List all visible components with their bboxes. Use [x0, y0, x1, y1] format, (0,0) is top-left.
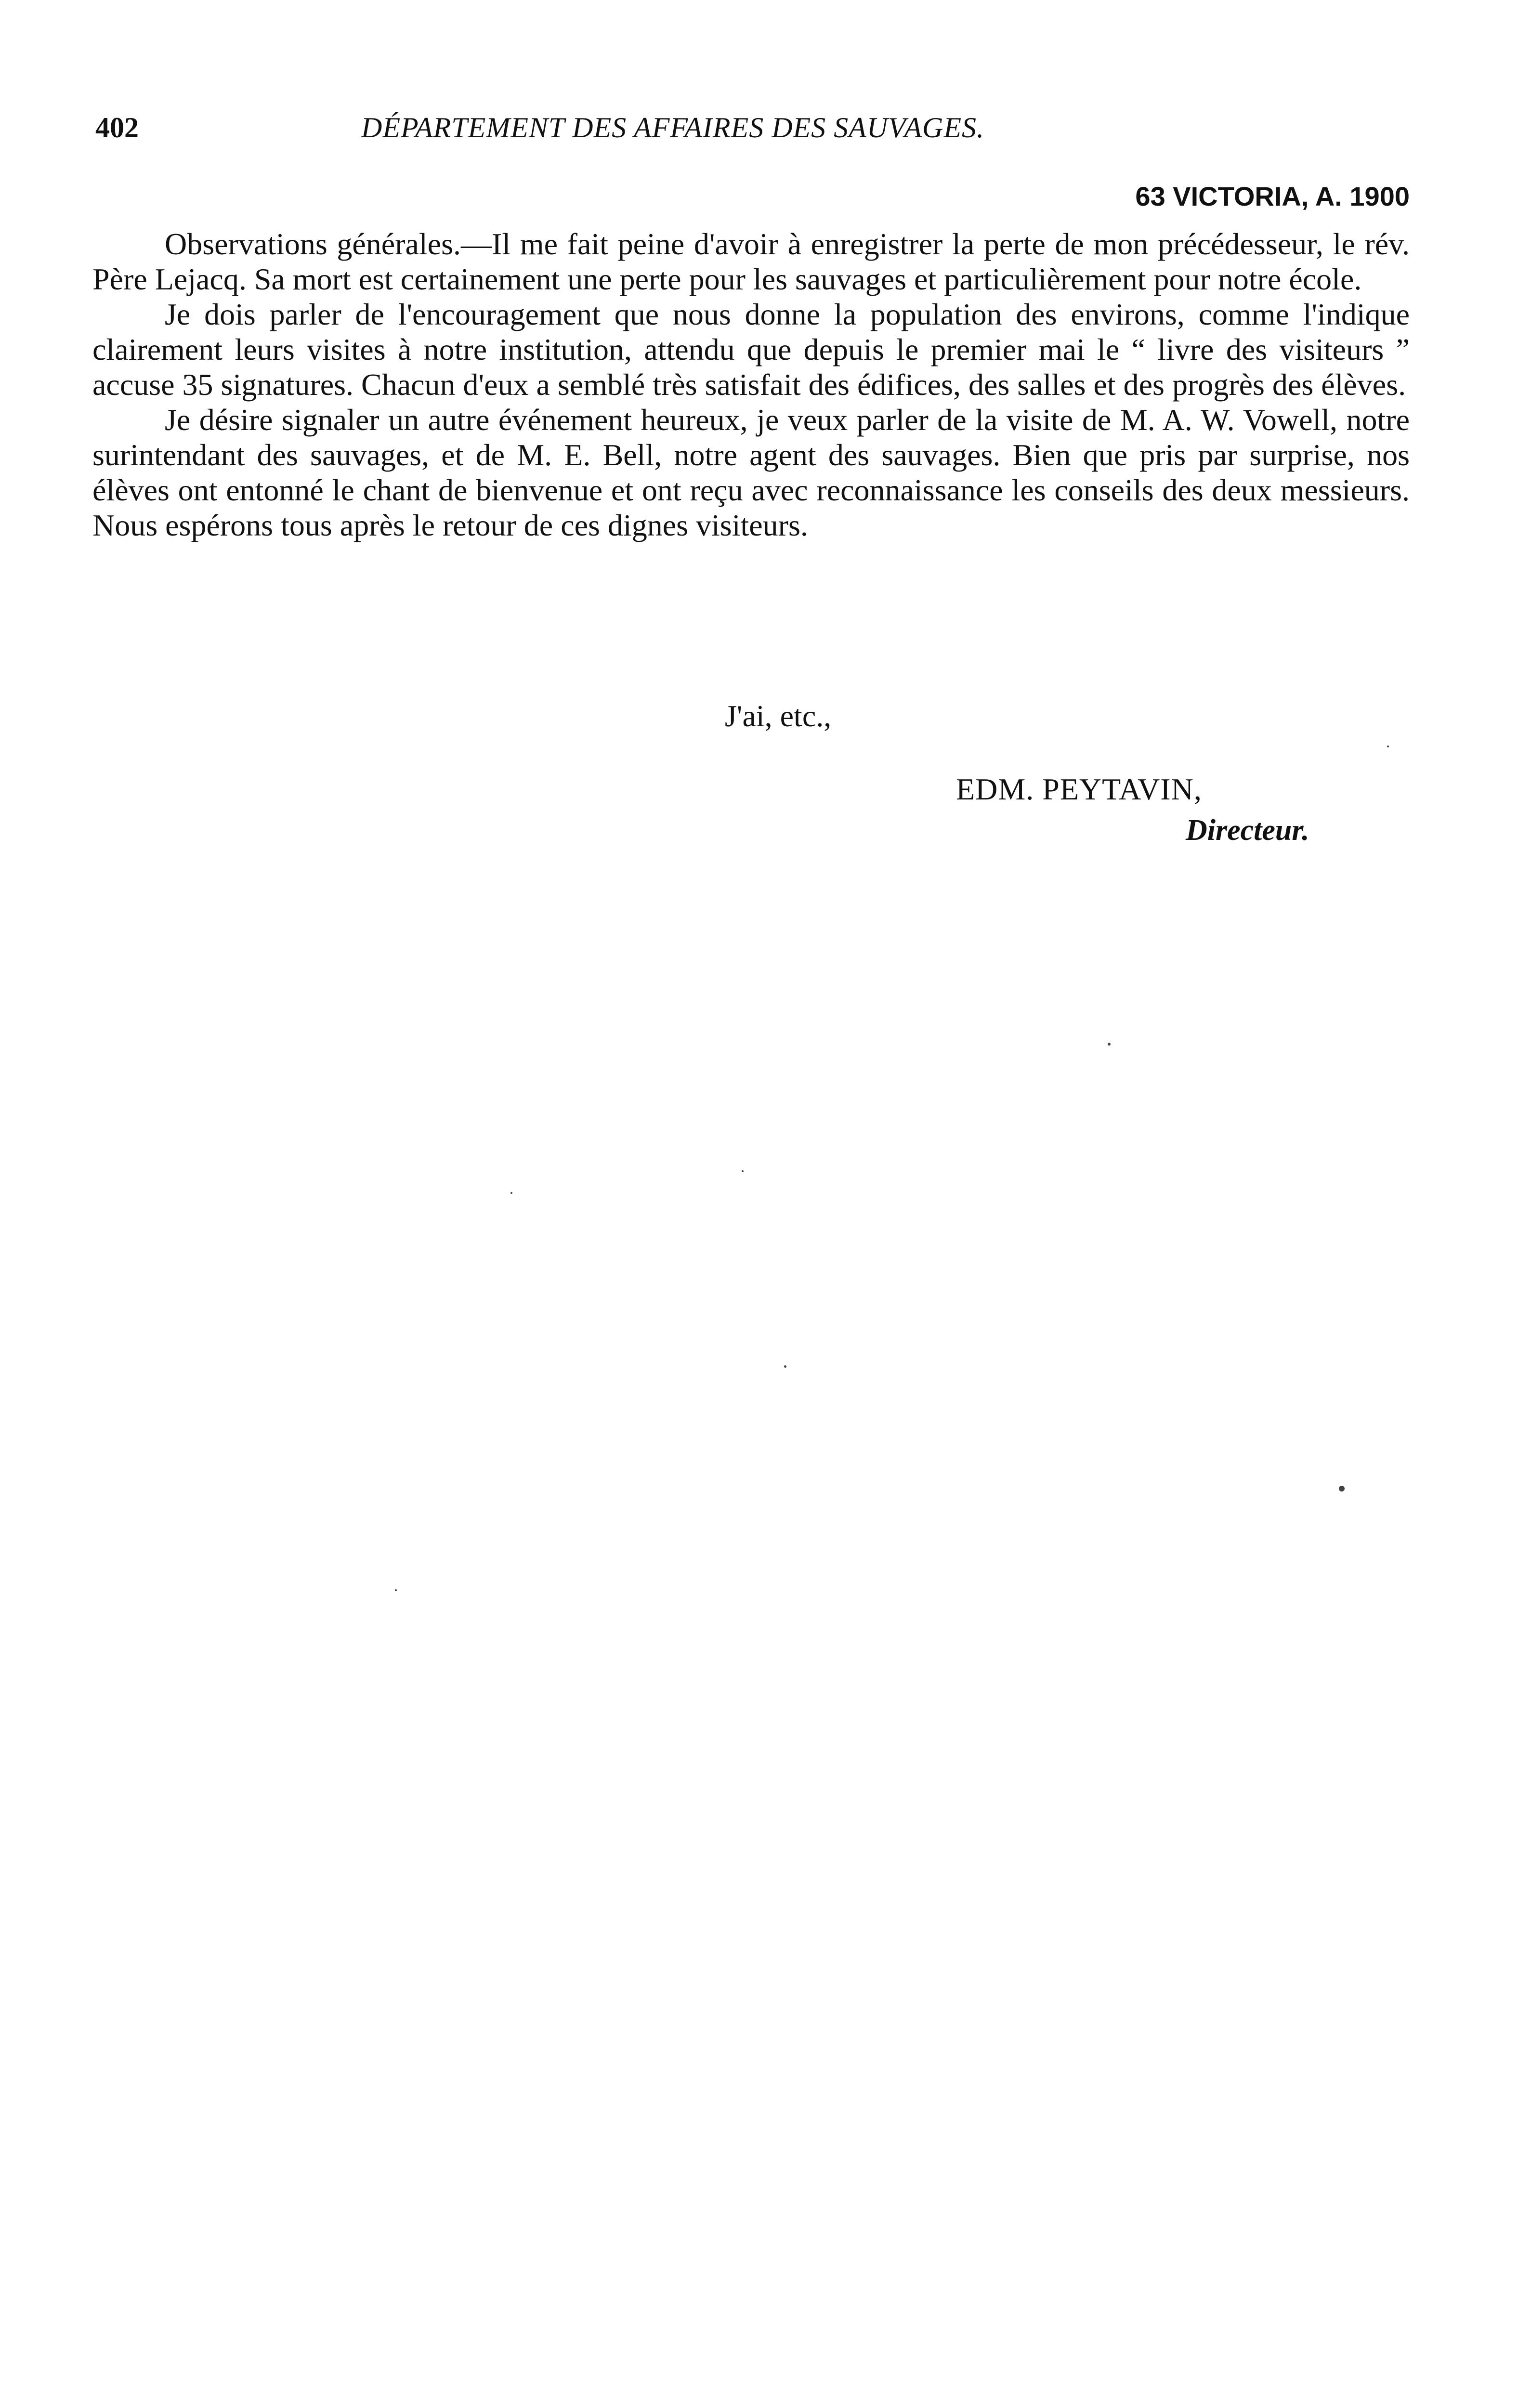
running-head: DÉPARTEMENT DES AFFAIRES DES SAUVAGES.: [361, 112, 984, 144]
scan-speck: [395, 1589, 397, 1591]
closing-salutation: J'ai, etc.,: [725, 699, 832, 733]
paragraph-encouragement: Je dois parler de l'encouragement que nous donne la population des environs, comme l'indique clairement leurs visites à notre institution, attendu que depuis le premier mai le “ livre des visiteurs ” accuse 35 signatures. Chacun d'eux a semblé très satisfait des édifices, des salles et des progrès des élèves.: [92, 297, 1410, 402]
scan-speck: [1339, 1486, 1345, 1492]
scan-speck: [510, 1192, 512, 1194]
scan-speck: [1108, 1043, 1111, 1046]
session-tag: 63 VICTORIA, A. 1900: [1135, 181, 1410, 211]
signer-title: Directeur.: [1186, 814, 1309, 847]
paragraph-general-observations: Observations générales.—Il me fait peine d'avoir à enregistrer la perte de mon précédesseur, le rév. Père Lejacq. Sa mort est certainement une perte pour les sauvages et particulièrement pour notre école.: [92, 227, 1410, 296]
page-number: 402: [95, 112, 139, 144]
scan-speck: [742, 1170, 744, 1172]
signer-name: EDM. PEYTAVIN,: [956, 772, 1202, 806]
scan-speck: [1387, 746, 1389, 747]
scan-speck: [784, 1365, 786, 1368]
report-body: [92, 226, 1410, 543]
paragraph-visit: Je désire signaler un autre événement heureux, je veux parler de la visite de M. A. W. Vowell, notre surintendant des sauvages, et de M. E. Bell, notre agent des sauvages. Bien que pris par surprise, nos élèves ont entonné le chant de bienvenue et ont reçu avec reconnaissance les conseils des deux messieurs. Nous espérons tous après le retour de ces dignes visiteurs.: [92, 403, 1410, 542]
